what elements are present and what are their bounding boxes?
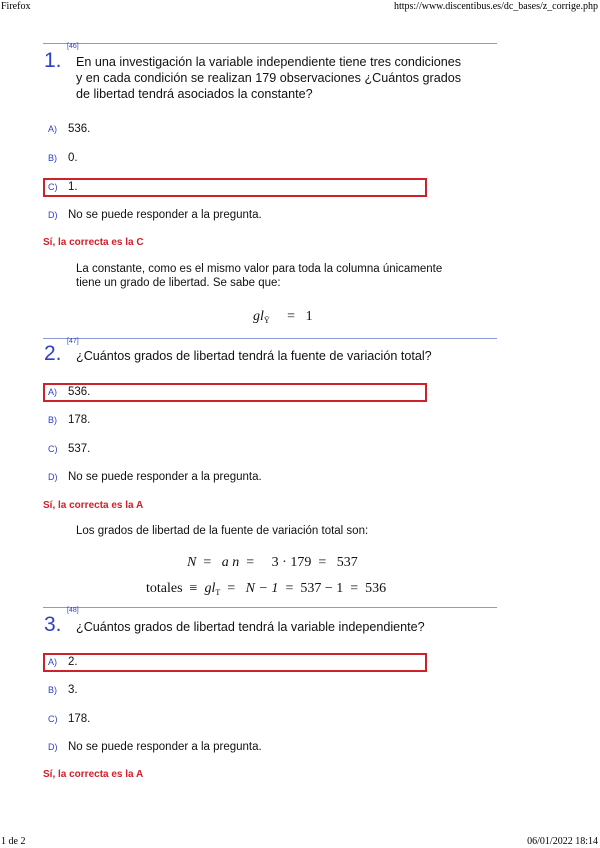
feedback-correct: Sí, la correcta es la C <box>43 237 144 248</box>
explanation-text: Los grados de libertad de la fuente de variación total son: <box>76 525 369 537</box>
page-counter: 1 de 2 <box>1 836 26 847</box>
question-tag: [48] <box>67 607 79 614</box>
question-divider <box>43 338 497 339</box>
browser-name: Firefox <box>1 1 31 12</box>
formula-gl-total: totales ≡ $gl_T$ = N − 1 = 537 − 1 = 536 <box>146 581 387 597</box>
question-divider <box>43 607 497 608</box>
option-a[interactable]: A) 536. <box>48 123 91 135</box>
selected-answer-box <box>43 178 427 197</box>
question-tag: [47] <box>67 338 79 345</box>
print-datetime: 06/01/2022 18:14 <box>527 836 598 847</box>
question-number: 3. <box>44 613 62 636</box>
feedback-correct: Sí, la correcta es la A <box>43 500 144 511</box>
selected-answer-box <box>43 383 427 402</box>
feedback-correct: Sí, la correcta es la A <box>43 769 144 780</box>
question-text: ¿Cuántos grados de libertad tendrá la fuente de variación total? <box>76 349 432 363</box>
option-b[interactable]: B) 0. <box>48 152 78 164</box>
question-number: 1. <box>44 49 62 72</box>
question-number: 2. <box>44 342 62 365</box>
question-divider <box>43 43 497 44</box>
option-a[interactable]: A) 2. <box>48 656 78 668</box>
formula-constant: $gl_Ȳ$ = 1 <box>253 309 313 325</box>
question-text: ¿Cuántos grados de libertad tendrá la variable independiente? <box>76 620 425 634</box>
explanation-text: La constante, como es el mismo valor para toda la columna únicamente tiene un grado de libertad. Se sabe que: <box>76 263 443 289</box>
option-d[interactable]: D) No se puede responder a la pregunta. <box>48 209 262 221</box>
question-text: En una investigación la variable independiente tiene tres condiciones y en cada condición se realizan 179 observaciones ¿Cuántos grados de libertad tendrá asociados la constante? <box>76 55 462 101</box>
option-d[interactable]: D) No se puede responder a la pregunta. <box>48 471 262 483</box>
option-b[interactable]: B) 178. <box>48 414 91 426</box>
selected-answer-box <box>43 653 427 672</box>
option-a[interactable]: A) 536. <box>48 386 91 398</box>
option-c[interactable]: C) 1. <box>48 181 78 193</box>
option-d[interactable]: D) No se puede responder a la pregunta. <box>48 741 262 753</box>
question-tag: [46] <box>67 43 79 50</box>
page-url: https://www.discentibus.es/dc_bases/z_corrige.php <box>393 1 598 12</box>
option-b[interactable]: B) 3. <box>48 684 78 696</box>
formula-n: N = a n = 3 · 179 = 537 <box>187 555 358 570</box>
option-c[interactable]: C) 537. <box>48 443 91 455</box>
option-c[interactable]: C) 178. <box>48 713 91 725</box>
